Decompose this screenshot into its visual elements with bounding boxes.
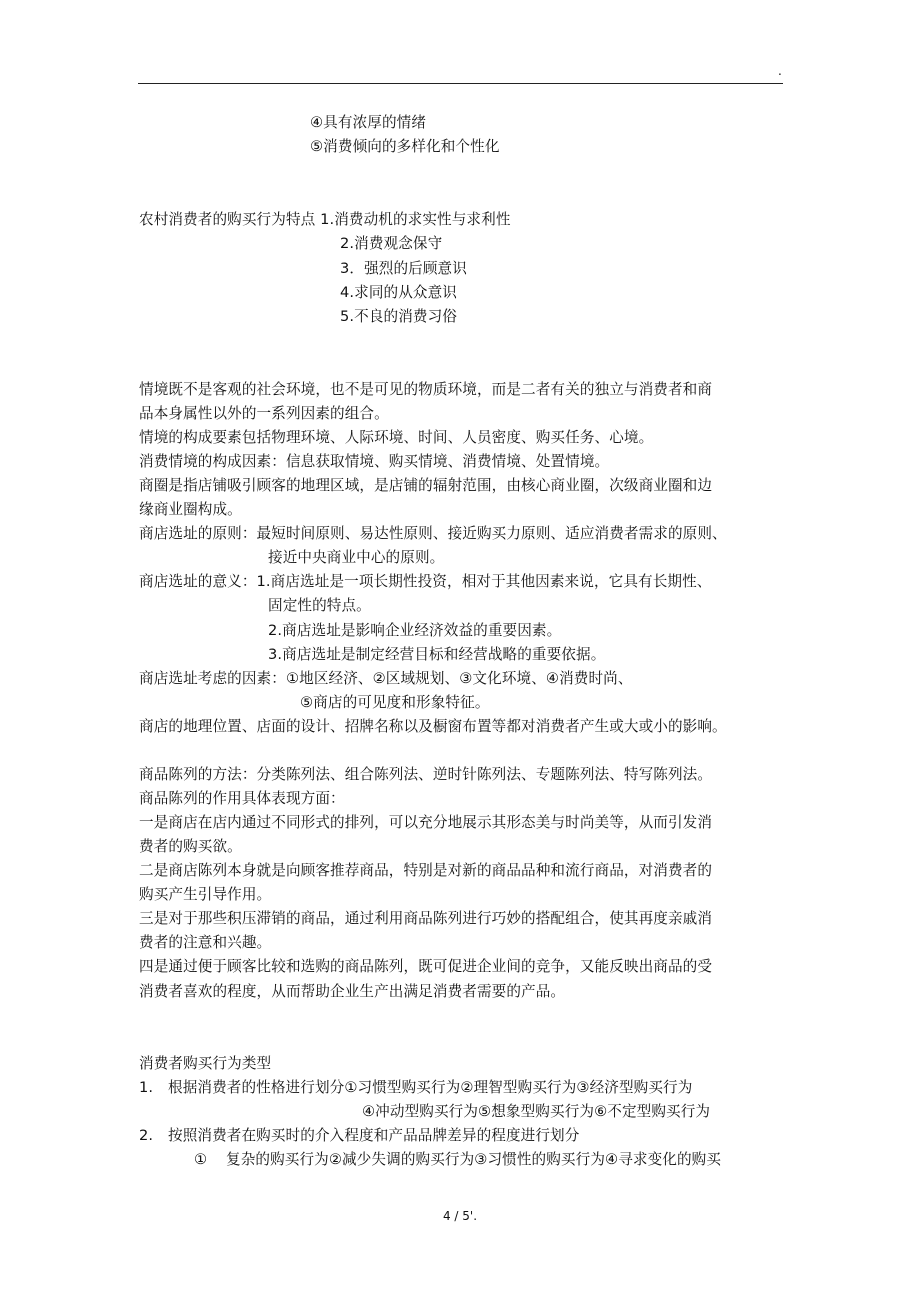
text-line: 缘商业圈构成。 [139,501,242,518]
header-mark: . [778,64,782,78]
text-line: 商品陈列的作用具体表现方面： [139,790,345,807]
text-line: 商店选址的意义：1.商店选址是一项长期性投资，相对于其他因素来说，它具有长期性、 [139,573,712,590]
text-line: 2.商店选址是影响企业经济效益的重要因素。 [268,622,562,639]
text-line: 商店选址的原则：最短时间原则、易达性原则、接近购买力原则、适应消费者需求的原则、 [139,525,727,542]
text-line: 3．强烈的后顾意识 [340,260,467,277]
text-line: 消费者喜欢的程度，从而帮助企业生产出满足消费者需要的产品。 [139,983,566,1000]
text-line: 按照消费者在购买时的介入程度和产品品牌差异的程度进行划分 [168,1127,580,1144]
text-line: 商品陈列的方法：分类陈列法、组合陈列法、逆时针陈列法、专题陈列法、特写陈列法。 [139,766,713,783]
text-line: 5.不良的消费习俗 [340,308,457,325]
text-line: 二是商店陈列本身就是向顾客推荐商品，特别是对新的商品品种和流行商品，对消费者的 [139,862,713,879]
list-number: ① [194,1151,208,1168]
text-line: 复杂的购买行为②减少失调的购买行为③习惯性的购买行为④寻求变化的购买 [226,1151,722,1168]
text-line: ④冲动型购买行为⑤想象型购买行为⑥不定型购买行为 [362,1103,711,1120]
section-title: 消费者购买行为类型 [139,1055,272,1072]
text-line: ⑤消费倾向的多样化和个性化 [310,138,500,155]
text-line: 三是对于那些积压滞销的商品，通过利用商品陈列进行巧妙的搭配组合，使其再度亲戚消 [139,910,713,927]
text-line: 根据消费者的性格进行划分①习惯型购买行为②理智型购买行为③经济型购买行为 [168,1079,693,1096]
list-number: 1. [139,1079,154,1096]
text-line: 商圈是指店铺吸引顾客的地理区域，是店铺的辐射范围，由核心商业圈，次级商业圈和边 [139,477,713,494]
text-line: 情境既不是客观的社会环境，也不是可见的物质环境，而是二者有关的独立与消费者和商 [139,381,713,398]
text-line: 一是商店在店内通过不同形式的排列，可以充分地展示其形态美与时尚美等，从而引发消 [139,814,713,831]
text-line: ⑤商店的可见度和形象特征。 [300,694,490,711]
text-line: 商店的地理位置、店面的设计、招牌名称以及橱窗布置等都对消费者产生或大或小的影响。 [139,718,727,735]
text-line: 消费情境的构成因素：信息获取情境、购买情境、消费情境、处置情境。 [139,453,610,470]
text-line: 2.消费观念保守 [340,235,443,252]
text-line: 四是通过便于顾客比较和选购的商品陈列，既可促进企业间的竞争，又能反映出商品的受 [139,958,713,975]
text-line: 费者的注意和兴趣。 [139,934,272,951]
text-line: 4.求同的从众意识 [340,284,457,301]
list-number: 2. [139,1127,154,1144]
text-line: 接近中央商业中心的原则。 [268,549,445,566]
text-line: ④具有浓厚的情绪 [310,114,427,131]
text-line: 情境的构成要素包括物理环境、人际环境、时间、人员密度、购买任务、心境。 [139,429,654,446]
text-line: 品本身属性以外的一系列因素的组合。 [139,405,389,422]
text-line: 商店选址考虑的因素：①地区经济、②区域规划、③文化环境、④消费时尚、 [139,670,633,687]
text-line: 费者的购买欲。 [139,838,242,855]
page-number: 4 / 5'. [442,1209,478,1223]
text-line: 3.商店选址是制定经营目标和经营战略的重要依据。 [268,646,606,663]
text-line: 农村消费者的购买行为特点 1.消费动机的求实性与求利性 [139,211,511,228]
text-line: 购买产生引导作用。 [139,886,272,903]
header-rule [138,83,783,84]
text-line: 固定性的特点。 [268,597,371,614]
